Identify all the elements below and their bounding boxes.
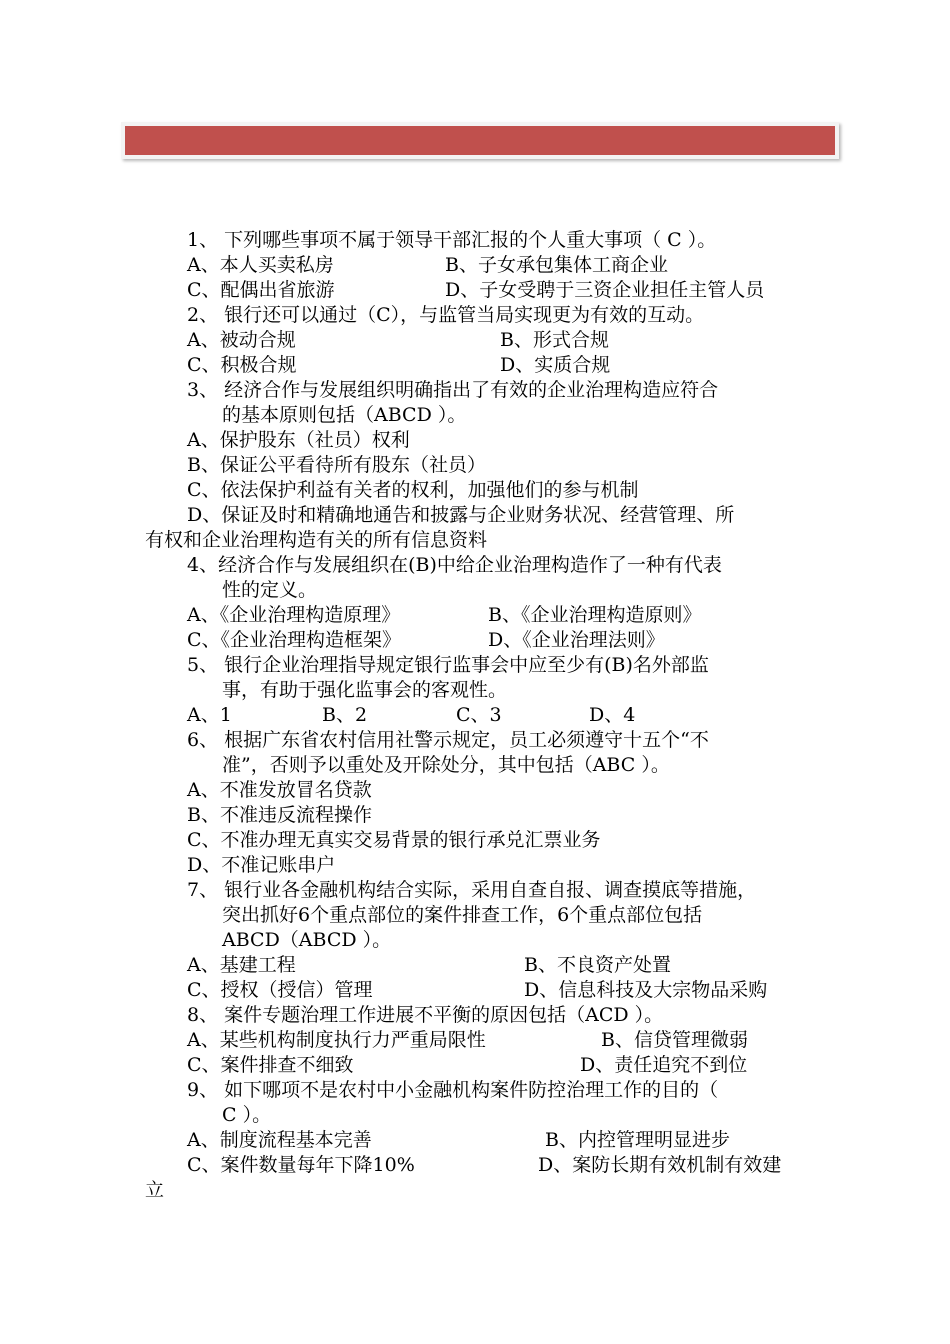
question-1-option-d: D、子女受聘于三资企业担任主管人员: [445, 279, 765, 301]
question-5-stem-cont: 事，有助于强化监事会的客观性。: [222, 679, 508, 701]
question-1-option-b: B、子女承包集体工商企业: [445, 254, 668, 276]
question-8-option-b: B、信贷管理微弱: [601, 1029, 748, 1051]
question-5-option-b: B、2: [322, 704, 368, 726]
question-1-option-c: C、配偶出省旅游: [187, 279, 335, 301]
question-4-option-d: D、《企业治理法则》: [488, 629, 665, 651]
question-5-option-d: D、4: [589, 704, 636, 726]
question-5-stem: 5、 银行企业治理指导规定银行监事会中应至少有(B)名外部监: [187, 654, 709, 676]
question-4-option-b: B、《企业治理构造原则》: [488, 604, 702, 626]
question-3-stem: 3、 经济合作与发展组织明确指出了有效的企业治理构造应符合: [187, 379, 719, 401]
question-9-option-c: C、案件数量每年下降10%: [187, 1154, 415, 1176]
question-7-option-a: A、基建工程: [187, 954, 296, 976]
question-8-option-d: D、责任追究不到位: [580, 1054, 748, 1076]
question-7-stem: 7、 银行业各金融机构结合实际，采用自查自报、调查摸底等措施，: [187, 879, 757, 901]
question-2-option-c: C、积极合规: [187, 354, 297, 376]
question-2-option-b: B、形式合规: [500, 329, 609, 351]
question-6-stem-cont: 准”，否则予以重处及开除处分，其中包括（ABC ）。: [222, 754, 670, 776]
question-3-stem-cont: 的基本原则包括（ABCD ）。: [222, 404, 467, 426]
question-8-option-c: C、案件排查不细致: [187, 1054, 354, 1076]
question-3-option-d-cont: 有权和企业治理构造有关的所有信息资料: [145, 529, 488, 551]
question-6-option-c: C、不准办理无真实交易背景的银行承兑汇票业务: [187, 829, 601, 851]
question-4-stem: 4、经济合作与发展组织在(B)中给企业治理构造作了一种有代表: [187, 554, 722, 576]
question-7-option-c: C、授权（授信）管理: [187, 979, 373, 1001]
question-6-option-d: D、不准记账串户: [187, 854, 336, 876]
question-9-stem: 9、 如下哪项不是农村中小金融机构案件防控治理工作的目的（: [187, 1079, 719, 1101]
question-6-option-a: A、不准发放冒名贷款: [187, 779, 372, 801]
question-8-option-a: A、某些机构制度执行力严重局限性: [187, 1029, 486, 1051]
question-3-option-b: B、保证公平看待所有股东（社员）: [187, 454, 486, 476]
question-9-stem-cont: C ）。: [222, 1104, 272, 1126]
question-1-stem: 1、 下列哪些事项不属于领导干部汇报的个人重大事项（ C ）。: [187, 229, 717, 251]
question-9-option-d: D、案防长期有效机制有效建: [538, 1154, 782, 1176]
question-3-option-c: C、依法保护利益有关者的权利，加强他们的参与机制: [187, 479, 639, 501]
question-2-stem: 2、 银行还可以通过（C），与监管当局实现更为有效的互动。: [187, 304, 705, 326]
question-7-stem-cont: 突出抓好6个重点部位的案件排查工作，6个重点部位包括: [222, 904, 703, 926]
question-9-option-d-cont: 立: [145, 1179, 165, 1201]
question-3-option-a: A、保护股东（社员）权利: [187, 429, 410, 451]
question-2-option-d: D、实质合规: [500, 354, 611, 376]
question-6-option-b: B、不准违反流程操作: [187, 804, 372, 826]
question-4-stem-cont: 性的定义。: [222, 579, 318, 601]
question-2-option-a: A、被动合规: [187, 329, 296, 351]
question-5-option-c: C、3: [456, 704, 502, 726]
question-9-option-b: B、内控管理明显进步: [545, 1129, 730, 1151]
question-7-stem-cont-2: ABCD（ABCD ）。: [222, 929, 392, 951]
question-4-option-c: C、《企业治理构造框架》: [187, 629, 402, 651]
question-7-option-b: B、不良资产处置: [524, 954, 671, 976]
question-5-option-a: A、1: [187, 704, 232, 726]
question-3-option-d: D、保证及时和精确地通告和披露与企业财务状况、经营管理、所: [187, 504, 735, 526]
question-4-option-a: A、《企业治理构造原理》: [187, 604, 401, 626]
question-6-stem: 6、 根据广东省农村信用社警示规定，员工必须遵守十五个“不: [187, 729, 709, 751]
question-1-option-a: A、本人买卖私房: [187, 254, 334, 276]
question-9-option-a: A、制度流程基本完善: [187, 1129, 372, 1151]
question-7-option-d: D、信息科技及大宗物品采购: [524, 979, 768, 1001]
question-8-stem: 8、 案件专题治理工作进展不平衡的原因包括（ACD ）。: [187, 1004, 664, 1026]
